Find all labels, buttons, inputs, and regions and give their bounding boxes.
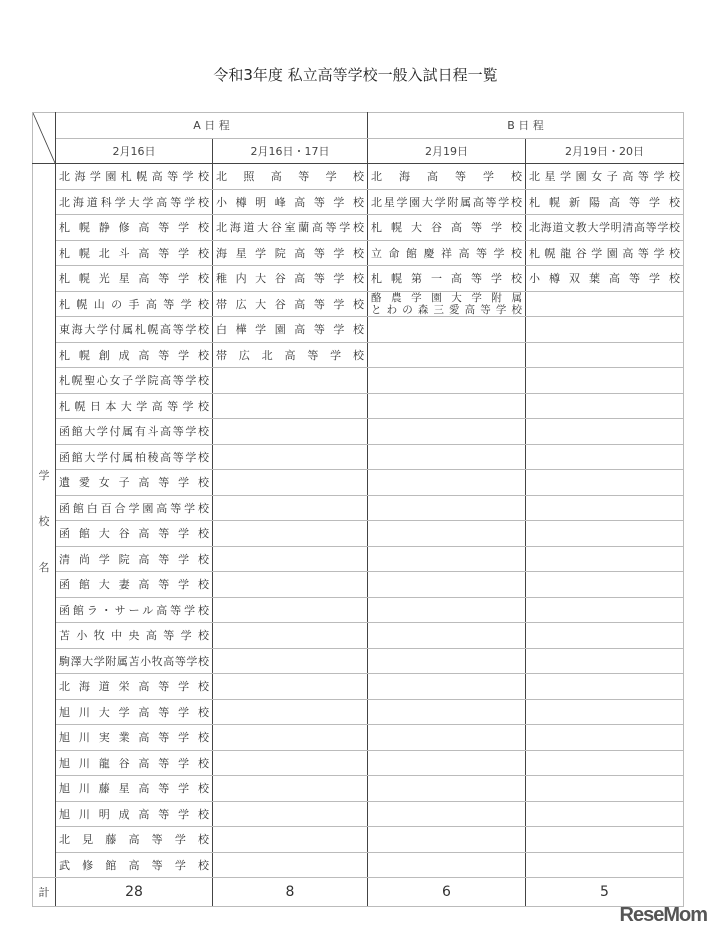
total-row [33, 878, 684, 907]
school-name: 北星学園女子高等学校 [529, 170, 680, 184]
school-name: 札幌光星高等学校 [59, 272, 209, 286]
group-b-header: B 日 程 [368, 113, 684, 139]
school-cell [526, 852, 684, 878]
school-cell [213, 776, 368, 802]
school-name: 札幌静修高等学校 [59, 221, 209, 235]
table-row [33, 470, 684, 496]
school-cell [213, 750, 368, 776]
school-name: 札幌北斗高等学校 [59, 246, 209, 260]
school-name: 函館大学付属柏稜高等学校 [59, 450, 209, 464]
school-cell [213, 597, 368, 623]
school-cell [526, 470, 684, 496]
school-cell [526, 368, 684, 394]
school-cell [368, 419, 526, 445]
school-name-label-char: 学 [38, 468, 50, 482]
school-name: 北海道科学大学高等学校 [59, 195, 209, 209]
total-count: 28 [56, 878, 213, 907]
school-cell [526, 266, 684, 292]
school-cell [526, 342, 684, 368]
table-row [33, 648, 684, 674]
school-name: 北海道大谷室蘭高等学校 [216, 221, 364, 235]
school-name: 札幌新陽高等学校 [529, 195, 680, 209]
school-cell [526, 597, 684, 623]
school-cell [368, 572, 526, 598]
school-cell [213, 648, 368, 674]
header-row-dates [33, 138, 684, 164]
table-row [33, 521, 684, 547]
school-cell [368, 597, 526, 623]
school-cell [368, 674, 526, 700]
school-cell [368, 164, 526, 190]
school-cell [213, 240, 368, 266]
school-cell [213, 572, 368, 598]
school-cell [526, 725, 684, 751]
school-cell [56, 215, 213, 241]
school-cell [368, 215, 526, 241]
table-row [33, 342, 684, 368]
school-name: 北星学園大学附属高等学校 [371, 195, 522, 209]
school-cell [368, 240, 526, 266]
school-name: 函館大妻高等学校 [59, 578, 209, 592]
school-cell [213, 393, 368, 419]
school-cell [56, 164, 213, 190]
school-cell [56, 674, 213, 700]
school-name-label-char: 名 [38, 560, 50, 574]
school-cell [526, 623, 684, 649]
school-cell [213, 470, 368, 496]
school-cell [56, 597, 213, 623]
school-name: 函館白百合学園高等学校 [59, 501, 209, 515]
school-cell [526, 291, 684, 317]
school-cell [56, 317, 213, 343]
school-cell [213, 852, 368, 878]
table-row [33, 852, 684, 878]
school-cell [368, 699, 526, 725]
school-name: 北照高等学校 [216, 170, 364, 184]
school-cell [526, 419, 684, 445]
school-cell [213, 189, 368, 215]
school-cell [526, 674, 684, 700]
school-cell [56, 852, 213, 878]
table-row [33, 164, 684, 190]
school-cell [56, 470, 213, 496]
school-name: 札幌日本大学高等学校 [59, 399, 209, 413]
school-name: とわの森三愛高等学校 [371, 303, 522, 316]
school-cell [368, 801, 526, 827]
school-cell [213, 164, 368, 190]
school-cell [526, 189, 684, 215]
diagonal-line [33, 113, 55, 163]
table-row [33, 699, 684, 725]
school-name-label [33, 164, 56, 878]
school-name: 小樽双葉高等学校 [529, 272, 680, 286]
school-cell [368, 852, 526, 878]
table-row [33, 266, 684, 292]
school-cell [368, 470, 526, 496]
school-cell [56, 725, 213, 751]
table-row [33, 623, 684, 649]
school-cell [526, 750, 684, 776]
school-cell [56, 546, 213, 572]
school-name: 北海道栄高等学校 [59, 680, 209, 694]
date-header: 2月16日 [56, 138, 213, 164]
school-name: 旭川明成高等学校 [59, 807, 209, 821]
school-name: 札幌龍谷学園高等学校 [529, 246, 680, 260]
school-cell [56, 750, 213, 776]
school-name: 札幌大谷高等学校 [371, 221, 522, 235]
school-name: 旭川実業高等学校 [59, 731, 209, 745]
school-name: 北海高等学校 [371, 170, 522, 184]
school-name: 北見藤高等学校 [59, 833, 209, 847]
table-row [33, 546, 684, 572]
school-cell [213, 546, 368, 572]
school-name: 海星学院高等学校 [216, 246, 364, 260]
school-cell [368, 266, 526, 292]
school-name: 小樽明峰高等学校 [216, 195, 364, 209]
school-cell [213, 674, 368, 700]
school-name: 駒澤大学附属苫小牧高等学校 [59, 654, 209, 668]
school-cell [526, 240, 684, 266]
table-row [33, 215, 684, 241]
resemom-watermark-logo: ReseMom [619, 904, 707, 926]
date-header: 2月19日 [368, 138, 526, 164]
school-cell [56, 240, 213, 266]
school-name: 旭川龍谷高等学校 [59, 756, 209, 770]
school-name: 札幌創成高等学校 [59, 348, 209, 362]
school-cell [213, 291, 368, 317]
school-cell [56, 648, 213, 674]
table-row [33, 189, 684, 215]
exam-schedule-table [32, 112, 684, 907]
total-count: 8 [213, 878, 368, 907]
school-cell [368, 776, 526, 802]
table-row [33, 801, 684, 827]
school-name-label-char: 校 [38, 514, 50, 528]
school-cell [368, 291, 526, 317]
school-cell [213, 699, 368, 725]
school-name: 東海大学付属札幌高等学校 [59, 323, 209, 337]
school-cell [368, 827, 526, 853]
school-cell [368, 750, 526, 776]
table-row [33, 240, 684, 266]
table-row [33, 291, 684, 317]
school-cell [56, 444, 213, 470]
school-cell [56, 419, 213, 445]
school-cell [213, 266, 368, 292]
total-label: 計 [33, 878, 56, 907]
school-cell [526, 827, 684, 853]
school-cell [526, 444, 684, 470]
table-row [33, 725, 684, 751]
school-cell [56, 495, 213, 521]
school-name: 札幌山の手高等学校 [59, 297, 209, 311]
school-name: 酪農学園大学附属 [371, 291, 522, 304]
school-name: 清尚学院高等学校 [59, 552, 209, 566]
school-cell [526, 215, 684, 241]
table-row [33, 750, 684, 776]
school-cell [213, 444, 368, 470]
table-row [33, 317, 684, 343]
school-cell [56, 368, 213, 394]
school-cell [368, 495, 526, 521]
school-cell [213, 215, 368, 241]
school-name: 旭川藤星高等学校 [59, 782, 209, 796]
school-cell [526, 393, 684, 419]
school-cell [368, 317, 526, 343]
school-cell [526, 648, 684, 674]
table-row [33, 419, 684, 445]
school-name: 北海道文教大学明清高等学校 [529, 221, 680, 235]
total-count: 5 [526, 878, 684, 907]
school-cell [213, 317, 368, 343]
school-name: 札幌第一高等学校 [371, 272, 522, 286]
table-row [33, 495, 684, 521]
school-cell [56, 699, 213, 725]
school-cell [368, 368, 526, 394]
school-cell [56, 266, 213, 292]
school-cell [368, 521, 526, 547]
school-name: 苫小牧中央高等学校 [59, 629, 209, 643]
table-row [33, 597, 684, 623]
school-cell [368, 342, 526, 368]
school-cell [213, 368, 368, 394]
school-name: 旭川大学高等学校 [59, 705, 209, 719]
school-name: 函館ラ・サール高等学校 [59, 603, 209, 617]
school-name: 帯広北高等学校 [216, 348, 364, 362]
school-cell [213, 623, 368, 649]
page-title: 令和3年度 私立高等学校一般入試日程一覧 [213, 66, 498, 84]
school-cell [368, 623, 526, 649]
school-cell [368, 648, 526, 674]
school-cell [368, 444, 526, 470]
school-cell [56, 393, 213, 419]
school-name: 札幌聖心女子学院高等学校 [59, 374, 209, 388]
school-name: 武修館高等学校 [59, 858, 209, 872]
school-cell [56, 189, 213, 215]
school-cell [213, 827, 368, 853]
school-cell [56, 572, 213, 598]
school-cell [526, 699, 684, 725]
school-cell [213, 801, 368, 827]
total-count: 6 [368, 878, 526, 907]
table-row [33, 776, 684, 802]
school-name: 立命館慶祥高等学校 [371, 246, 522, 260]
table-row [33, 674, 684, 700]
school-cell [526, 572, 684, 598]
school-cell [526, 495, 684, 521]
school-cell [368, 725, 526, 751]
table-row [33, 827, 684, 853]
school-cell [213, 342, 368, 368]
school-cell [56, 291, 213, 317]
school-cell [56, 776, 213, 802]
school-name: 北海学園札幌高等学校 [59, 170, 209, 184]
table-row [33, 393, 684, 419]
school-cell [213, 725, 368, 751]
school-cell [368, 393, 526, 419]
header-row-groups [33, 113, 684, 139]
school-cell [56, 801, 213, 827]
school-cell [368, 189, 526, 215]
school-cell [526, 801, 684, 827]
school-cell [56, 623, 213, 649]
school-cell [526, 164, 684, 190]
school-cell [213, 521, 368, 547]
school-cell [368, 546, 526, 572]
school-cell [56, 827, 213, 853]
table-row [33, 444, 684, 470]
school-cell [526, 317, 684, 343]
school-cell [213, 419, 368, 445]
table-row [33, 572, 684, 598]
date-header: 2月19日・20日 [526, 138, 684, 164]
school-name: 函館大学付属有斗高等学校 [59, 425, 209, 439]
school-name: 遺愛女子高等学校 [59, 476, 209, 490]
corner-cell [33, 113, 56, 164]
school-name: 函館大谷高等学校 [59, 527, 209, 541]
school-name: 稚内大谷高等学校 [216, 272, 364, 286]
school-name: 帯広大谷高等学校 [216, 297, 364, 311]
date-header: 2月16日・17日 [213, 138, 368, 164]
school-name: 白樺学園高等学校 [216, 323, 364, 337]
school-cell [213, 495, 368, 521]
school-cell [56, 342, 213, 368]
school-cell [56, 521, 213, 547]
group-a-header: A 日 程 [56, 113, 368, 139]
school-cell [526, 521, 684, 547]
table-row [33, 368, 684, 394]
school-cell [526, 776, 684, 802]
school-cell [526, 546, 684, 572]
